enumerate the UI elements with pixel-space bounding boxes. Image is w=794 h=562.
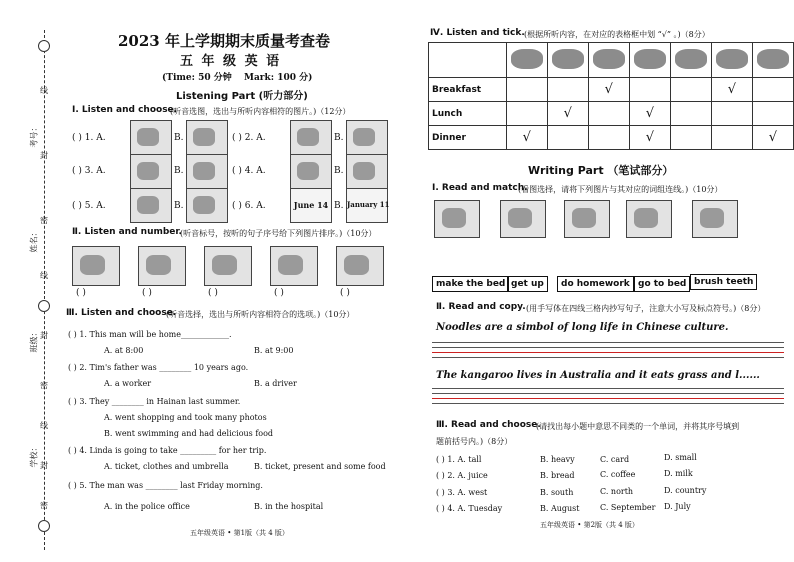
sec1-item-4-b: B. [334, 166, 344, 176]
sec1-item-4: ( ) 4. A. [232, 166, 266, 176]
w3-item-1: ( ) 1. A. tall [436, 455, 482, 464]
sec3-q5-option-a: A. in the police office [104, 502, 190, 511]
binding-dashed-line [44, 30, 45, 550]
page2-footer: 五年级英语 • 第2版（共 4 版） [540, 521, 639, 529]
sec2-pic-4 [270, 246, 318, 286]
tick-table [428, 42, 794, 150]
time-label: (Time: 50 分钟 [162, 73, 232, 83]
rice-icon [675, 49, 707, 69]
tick-row-lunch [429, 102, 794, 126]
copy-line [432, 342, 784, 343]
w3-item-1-c: C. card [600, 455, 630, 464]
phrase-get-up[interactable]: get up [507, 276, 548, 292]
w1-pic-2 [500, 200, 546, 238]
tick-mark: √ [604, 82, 613, 97]
w3-instructions-2: 题前括号内。)（8分） [436, 437, 513, 446]
calendar-january-icon [346, 188, 388, 223]
food-cell [670, 43, 711, 78]
w1-instructions: (看图选择，请将下列图片与其对应的词组连线。)（10分） [518, 185, 723, 194]
sec1-item-6-b: B. [334, 201, 344, 211]
sec1-pic-4a [290, 154, 332, 189]
food-cell [547, 43, 588, 78]
sec3-heading: Ⅲ. Listen and choose. [66, 308, 177, 318]
sec1-pic-5a [130, 188, 172, 223]
sec1-pic-1b [186, 120, 228, 155]
tick-cell[interactable] [547, 78, 588, 102]
sec2-pic-3 [204, 246, 252, 286]
tick-mark: √ [768, 130, 778, 145]
sec1-item-2-b: B. [334, 133, 344, 143]
copy-line [432, 388, 784, 389]
sec2-blank-1[interactable]: ( ) [76, 288, 86, 298]
tick-cell[interactable] [547, 126, 588, 150]
bread-icon [716, 49, 748, 69]
sec1-heading: Ⅰ. Listen and choose. [72, 105, 178, 115]
tick-cell[interactable] [752, 102, 793, 126]
binding-hole [38, 40, 50, 52]
copy-sentence-1: Noodles are a simbol of long life in Chinese culture. [436, 322, 729, 333]
sec1-pic-2a [290, 120, 332, 155]
food-cell [588, 43, 629, 78]
w3-item-2-b: B. bread [540, 471, 575, 480]
sec1-item-5: ( ) 5. A. [72, 201, 106, 211]
sec1-pic-1a [130, 120, 172, 155]
w2-heading: Ⅱ. Read and copy. [436, 302, 526, 312]
tick-cell[interactable] [547, 102, 588, 126]
tick-cell[interactable] [506, 102, 547, 126]
hamburger-icon [593, 49, 625, 69]
sec3-q4-option-b: B. ticket, present and some food [254, 462, 386, 471]
tick-cell[interactable] [506, 126, 547, 150]
sec2-pic-2 [138, 246, 186, 286]
sec1-item-5-b: B. [174, 201, 184, 211]
sec3-q3-option-a: A. went shopping and took many photos [104, 413, 267, 422]
calendar-june-text: June 14 [293, 200, 329, 210]
binding-mark: 封 [40, 461, 48, 470]
binding-mark: 封 [40, 151, 48, 160]
sec1-pic-4b [346, 154, 388, 189]
chicken-icon [552, 49, 584, 69]
sec2-blank-2[interactable]: ( ) [142, 288, 152, 298]
tick-cell[interactable] [506, 78, 547, 102]
phrase-brush-teeth[interactable]: brush teeth [690, 274, 757, 290]
sec3-q5-option-b: B. in the hospital [254, 502, 324, 511]
sec4-instructions: (根据所听内容，在对应的表格框中划 “√” 。)（8分） [524, 30, 710, 39]
w3-item-2-d: D. milk [664, 469, 693, 478]
food-cell [629, 43, 670, 78]
sec1-pic-2b [346, 120, 388, 155]
sec1-item-1: ( ) 1. A. [72, 133, 106, 143]
sec2-pic-5 [336, 246, 384, 286]
copy-line[interactable] [432, 357, 784, 358]
binding-mark: 封 [40, 331, 48, 340]
tick-cell[interactable] [670, 78, 711, 102]
w3-item-4-b: B. August [540, 504, 580, 513]
phrase-go-to-bed[interactable]: go to bed [634, 276, 690, 292]
w3-item-1-d: D. small [664, 453, 697, 462]
exam-number-label: 考号： [29, 123, 39, 148]
binding-mark: 密 [40, 501, 48, 510]
tick-cell[interactable] [629, 126, 670, 150]
sec2-heading: Ⅱ. Listen and number. [72, 227, 182, 237]
tick-mark: √ [645, 130, 654, 145]
sec1-item-1-b: B. [174, 133, 184, 143]
name-label: 姓名： [29, 228, 39, 253]
sec3-q3-option-b: B. went swimming and had delicious food [104, 429, 274, 438]
binding-hole [38, 300, 50, 312]
tick-cell[interactable] [670, 126, 711, 150]
tick-mark: √ [645, 106, 654, 121]
w3-item-4-d: D. July [664, 502, 691, 511]
sec4-heading: Ⅳ. Listen and tick. [430, 28, 525, 38]
w1-pic-5 [692, 200, 738, 238]
calendar-january-text: January 11 [347, 200, 390, 209]
sec1-instructions: (听音选图，选出与所听内容相符的图片。)（12分） [170, 107, 351, 116]
school-label: 学校： [29, 443, 39, 468]
sec2-pic-1 [72, 246, 120, 286]
w3-item-1-b: B. heavy [540, 455, 575, 464]
sec1-pic-3a [130, 154, 172, 189]
tick-cell[interactable] [752, 126, 793, 150]
sec1-item-2: ( ) 2. A. [232, 133, 266, 143]
sec3-q1-option-b: B. at 9:00 [254, 346, 294, 355]
binding-mark: 线 [40, 421, 48, 430]
listening-part-heading: Listening Part (听力部分) [176, 91, 308, 102]
w3-heading: Ⅲ. Read and choose. [436, 420, 541, 430]
class-label: 班级： [29, 328, 39, 353]
tick-row-dinner [429, 126, 794, 150]
binding-hole [38, 520, 50, 532]
tick-cell[interactable] [711, 126, 752, 150]
w3-item-4: ( ) 4. A. Tuesday [436, 504, 503, 513]
row-label-breakfast: Breakfast [429, 78, 507, 102]
tick-cell[interactable] [588, 126, 629, 150]
noodles-icon [511, 49, 543, 69]
tick-table-corner [429, 43, 507, 78]
sec1-item-6: ( ) 6. A. [232, 201, 266, 211]
tick-mark: √ [727, 82, 737, 97]
w3-item-2-c: C. coffee [600, 470, 636, 479]
w3-item-3-b: B. south [540, 488, 574, 497]
copy-line [432, 352, 784, 353]
w3-item-3: ( ) 3. A. west [436, 488, 488, 497]
sec3-question-1: ( ) 1. This man will be home____________. [68, 330, 232, 339]
w3-item-3-d: D. country [664, 486, 707, 495]
row-label-dinner: Dinner [429, 126, 507, 150]
w3-item-4-c: C. September [600, 503, 656, 512]
binding-mark: 密 [40, 381, 48, 390]
sec3-q2-option-b: B. a driver [254, 379, 297, 388]
sec3-question-4: ( ) 4. Linda is going to take _________ for her trip. [68, 446, 267, 455]
w3-instructions-1: (请找出每小题中意思不同类的一个单词，并将其序号填到 [536, 422, 740, 431]
copy-line [432, 347, 784, 348]
tick-cell[interactable] [588, 78, 629, 102]
w1-heading: I. Read and match. [432, 183, 528, 193]
binding-mark: 密 [40, 216, 48, 225]
phrase-do-homework[interactable]: do homework [557, 276, 634, 292]
sec2-blank-4[interactable]: ( ) [274, 288, 284, 298]
exam-subtitle: 五 年 级 英 语 [180, 54, 282, 69]
w1-pic-4 [626, 200, 672, 238]
mark-label: Mark: 100 分) [244, 73, 313, 83]
sec1-item-3-b: B. [174, 166, 184, 176]
food-cell [711, 43, 752, 78]
sec1-pic-3b [186, 154, 228, 189]
w3-item-2: ( ) 2. A. juice [436, 471, 488, 480]
phrase-make-the-bed[interactable]: make the bed [432, 276, 509, 292]
food-cell [752, 43, 793, 78]
copy-sentence-2: The kangaroo lives in Australia and it eats grass and l...... [436, 370, 760, 381]
sec3-question-3: ( ) 3. They ________ in Hainan last summer. [68, 397, 241, 406]
copy-line [432, 398, 784, 399]
w1-pic-3 [564, 200, 610, 238]
binding-mark: 线 [40, 271, 48, 280]
page1-footer: 五年级英语 • 第1版（共 4 版） [190, 529, 289, 537]
tick-cell[interactable] [629, 102, 670, 126]
sec1-pic-5b [186, 188, 228, 223]
tick-mark: √ [563, 106, 572, 121]
binding-mark: 线 [40, 86, 48, 95]
sec2-instructions: (听音标号，按听的句子序号给下列图片排序。)（10分） [180, 229, 377, 238]
writing-part-heading: Writing Part （笔试部分） [528, 164, 674, 177]
fish-icon [757, 49, 789, 69]
sec3-question-5: ( ) 5. The man was ________ last Friday morning. [68, 481, 263, 490]
w1-pic-1 [434, 200, 480, 238]
copy-line [432, 393, 784, 394]
tick-cell[interactable] [752, 78, 793, 102]
calendar-june-icon [290, 188, 332, 223]
copy-line[interactable] [432, 403, 784, 404]
food-cell [506, 43, 547, 78]
tick-cell[interactable] [670, 102, 711, 126]
w2-instructions: (用手写体在四线三格内抄写句子，注意大小写及标点符号。)（8分） [526, 304, 766, 313]
w3-item-3-c: C. north [600, 487, 634, 496]
sec3-question-2: ( ) 2. Tim's father was ________ 10 years ago. [68, 363, 249, 372]
tick-cell[interactable] [711, 78, 752, 102]
sec3-instructions: (听音选择，选出与所听内容相符合的选项。)（10分） [166, 310, 355, 319]
sec3-q1-option-a: A. at 8:00 [104, 346, 144, 355]
sec3-q2-option-a: A. a worker [104, 379, 152, 388]
tick-row-breakfast [429, 78, 794, 102]
row-label-lunch: Lunch [429, 102, 507, 126]
exam-title: 2023 年上学期期末质量考查卷 [118, 32, 330, 50]
sec3-q4-option-a: A. ticket, clothes and umbrella [104, 462, 229, 471]
tick-cell[interactable] [629, 78, 670, 102]
soup-icon [634, 49, 666, 69]
tick-cell[interactable] [588, 102, 629, 126]
sec2-blank-5[interactable]: ( ) [340, 288, 350, 298]
sec1-item-3: ( ) 3. A. [72, 166, 106, 176]
tick-mark: √ [522, 130, 531, 145]
tick-cell[interactable] [711, 102, 752, 126]
sec2-blank-3[interactable]: ( ) [208, 288, 218, 298]
